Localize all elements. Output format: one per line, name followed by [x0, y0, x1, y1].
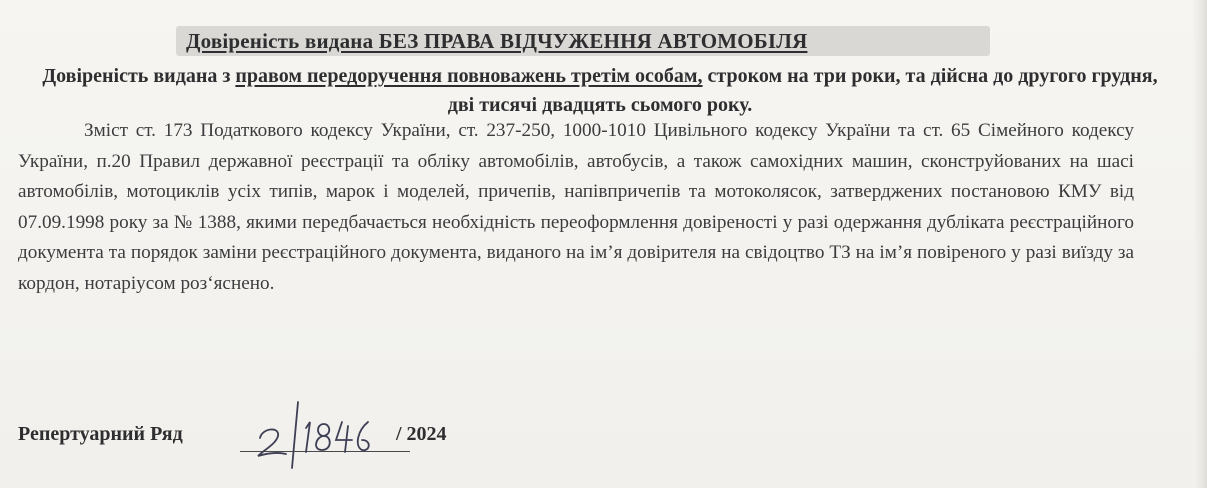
legal-explanation-paragraph	[18, 116, 1134, 300]
handwritten-register-number	[254, 400, 414, 470]
register-entry	[18, 420, 618, 460]
validity-terms-heading	[40, 62, 1160, 120]
register-year: / 2024	[396, 423, 447, 445]
register-label: Репертуарний Ряд	[18, 423, 183, 445]
subdelegation-clause: правом передоручення повноважень третім особам,	[235, 65, 703, 87]
legal-explanation-text: Зміст ст. 173 Податкового кодексу України, ст. 237-250, 1000-1010 Цивільного кодексу України та ст. 65 Сімейного кодексу України, п.20 Правил державної реєстрації та обліку автомобілів, автобусів, а також самохідних машин, сконструйованих на шасі автомобілів, мотоциклів усіх типів, марок і моделей, причепів, напівпричепів та мотоколясок, затверджених постановою КМУ від 07.09.1998 року за № 1388, якими передбачається необхідність переоформлення довіреності у разі одержання дубліката реєстраційного документа та порядок заміни реєстраційного документа, виданого на ім’я довірителя на свідоцтво ТЗ на ім’я повіреного у разі виїзду за кордон, нотаріусом роз‘яснено.	[18, 120, 1134, 294]
restriction-heading-box	[176, 26, 990, 56]
validity-terms-suffix: строком на три роки, та дійсна до другого грудня, дві тисячі двадцять сьомого року.	[447, 65, 1158, 116]
restriction-heading: Довіреність видана БЕЗ ПРАВА ВІДЧУЖЕННЯ АВТОМОБІЛЯ	[186, 29, 808, 53]
page-edge-shadow	[1193, 0, 1207, 488]
validity-terms-prefix: Довіреність видана з	[42, 65, 236, 87]
